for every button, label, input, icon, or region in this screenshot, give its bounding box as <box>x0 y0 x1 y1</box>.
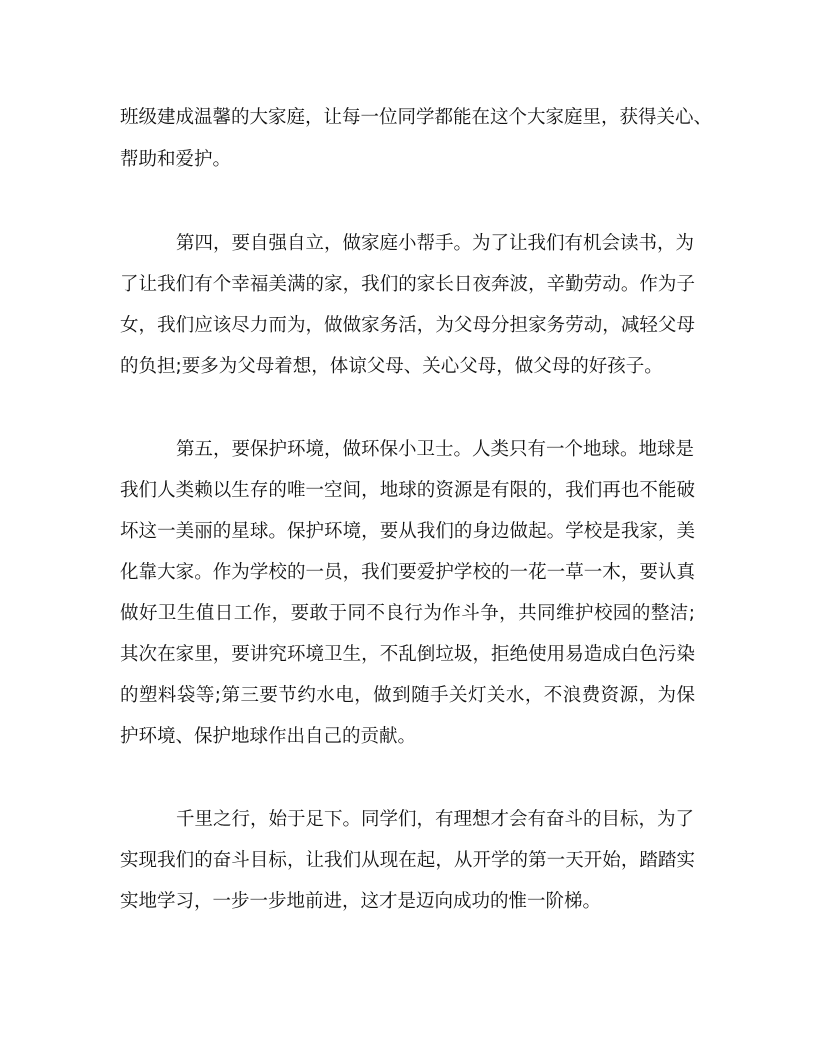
paragraph-line: 帮助和爱护。 <box>120 149 232 170</box>
paragraph-line: 护环境、保护地球作出自己的贡献。 <box>120 726 417 747</box>
paragraph-line: 化靠大家。作为学校的一员，我们要爱护学校的一花一草一木，要认真 <box>120 562 695 583</box>
paragraph-line: 坏这一美丽的星球。保护环境，要从我们的身边做起。学校是我家，美 <box>120 521 695 542</box>
paragraph-line: 的负担;要多为父母着想，体谅父母、关心父母，做父母的好孩子。 <box>120 356 663 377</box>
paragraph-first-line: 第四，要自强自立，做家庭小帮手。为了让我们有机会读书，为 <box>176 233 695 254</box>
paragraph-line: 我们人类赖以生存的唯一空间，地球的资源是有限的，我们再也不能破 <box>120 480 695 501</box>
paragraph-line: 女，我们应该尽力而为，做做家务活，为父母分担家务劳动，减轻父母 <box>120 315 695 336</box>
paragraph-line: 实现我们的奋斗目标，让我们从现在起，从开学的第一天开始，踏踏实 <box>120 850 695 871</box>
paragraph-line: 的塑料袋等;第三要节约水电，做到随手关灯关水，不浪费资源，为保 <box>120 685 695 706</box>
paragraph-first-line: 千里之行，始于足下。同学们，有理想才会有奋斗的目标，为了 <box>176 809 695 830</box>
paragraph-first-line: 第五，要保护环境，做环保小卫士。人类只有一个地球。地球是 <box>176 439 695 460</box>
paragraph-line: 了让我们有个幸福美满的家，我们的家长日夜奔波，辛勤劳动。作为子 <box>120 274 695 295</box>
paragraph-line: 班级建成温馨的大家庭，让每一位同学都能在这个大家庭里，获得关心、 <box>120 107 713 128</box>
paragraph-line: 做好卫生值日工作，要敢于同不良行为作斗争，共同维护校园的整洁; <box>120 603 695 624</box>
paragraph-line: 其次在家里，要讲究环境卫生，不乱倒垃圾，拒绝使用易造成白色污染 <box>120 644 695 665</box>
paragraph-line: 实地学习，一步一步地前进，这才是迈向成功的惟一阶梯。 <box>120 891 602 912</box>
